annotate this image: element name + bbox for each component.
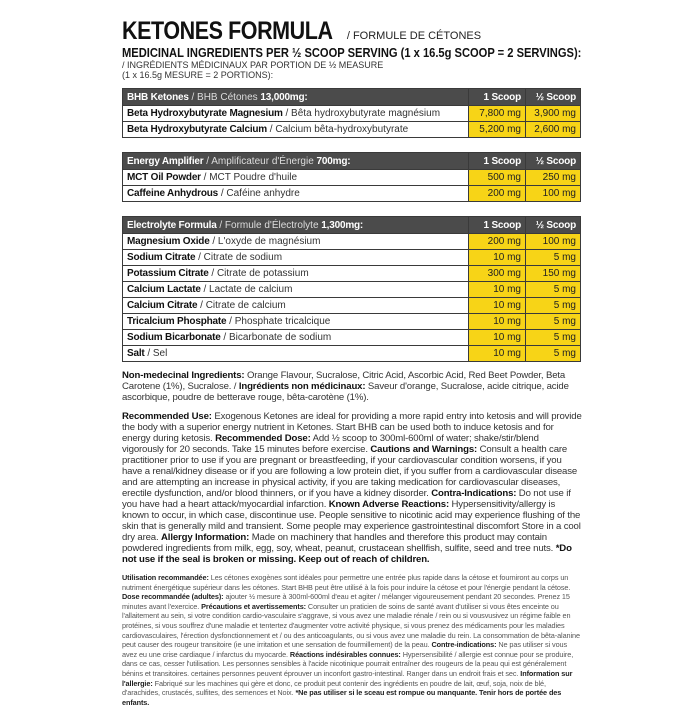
ingredient-name: Tricalcium Phosphate [127, 316, 227, 327]
table-row [123, 170, 581, 186]
ingredient-cell [123, 314, 469, 330]
table-row [123, 330, 581, 346]
table-row [123, 250, 581, 266]
amount-half-scoop: 5 mg [526, 314, 581, 330]
amount-1-scoop: 10 mg [469, 282, 526, 298]
ingredient-name: Beta Hydroxybutyrate Calcium [127, 124, 268, 135]
info-text: Consult a health care practitioner prior to use if you are pregnant or breastfeeding, if your cardiovascular condition worsens, if you have a renal/kidney disease or if you are following a low protein diet, if you suffer from a cardiovascular disease and are attempting an increase in physical activity, if you are taking medication for cardiovascular diseases, erectile dysfunction, and/or blood thinners, or if you have a kidney disorder. [122, 444, 578, 499]
table-header-cell [123, 89, 469, 106]
medicinal-heading-fr-2: (1 x 16.5g MESURE = 2 PORTIONS): [122, 70, 274, 80]
ingredient-name-fr: / Phosphate tricalcique [229, 316, 331, 327]
col-1-scoop: 1 Scoop [469, 153, 526, 170]
ingredient-table [122, 216, 581, 362]
amount-half-scoop: 100 mg [526, 186, 581, 202]
non-medicinal-text-fr: Saveur d'orange, Sucralose, acide citrique, acide ascorbique, poudre de betterave rouge, bêta-carotène (1%). [122, 381, 569, 403]
ingredient-table [122, 152, 581, 202]
info-label: Précautions et avertissements: [201, 601, 306, 611]
info-label: *Ne pas utiliser si le sceau est rompue ou manquante. Tenir hors de portée des enfants. [122, 688, 562, 707]
title-row [122, 18, 582, 44]
amount-1-scoop: 10 mg [469, 314, 526, 330]
info-text: ajouter ½ mesure à 300ml-600ml d'eau et agiter / mélanger vigoureusement pendant 20 secondes. Prenez 15 minutes avant l'exercice. [122, 592, 570, 611]
ingredient-name: Calcium Citrate [127, 300, 198, 311]
amount-half-scoop: 150 mg [526, 266, 581, 282]
amount-1-scoop: 10 mg [469, 298, 526, 314]
ingredient-tables [122, 88, 582, 362]
ingredient-name-fr: / Citrate de sodium [198, 252, 283, 263]
ingredient-name: Magnesium Oxide [127, 236, 210, 247]
ingredient-name: Salt [127, 348, 145, 359]
info-text: Consulter un praticien de soins de santé avant d'utiliser si vous êtes enceinte ou l'allaitement au sein, si votre condition cardio-vasculaire s'aggrave, si vous avez une maladie rénale / rein ou si vousvusivez un régime faible en protéines, si vous souffrez d'une maladie et tentertez d'augmenter votre activité physique, si vous prenez des médicaments pour les maladies cardiovasculaires, l'érection dysfonctionnement et / ou des anticoagulants, ou si vous avez une maladie du rein. La consommation de bêta-alanine peut causer des rougeur transitoire (ie une irritation et une sensation de fourmillement) de la peau. [122, 601, 580, 650]
amount-half-scoop: 250 mg [526, 170, 581, 186]
ingredient-cell [123, 186, 469, 202]
info-label: Recommended Use: [122, 411, 212, 422]
ingredient-cell [123, 330, 469, 346]
group-total: 700mg: [316, 155, 351, 167]
ingredient-cell [123, 106, 469, 122]
ingredient-cell [123, 346, 469, 362]
info-label: Known Adverse Reactions: [328, 499, 449, 510]
table-row [123, 346, 581, 362]
ingredient-name-fr: / Bicarbonate de sodium [223, 332, 332, 343]
ingredient-name: Beta Hydroxybutyrate Magnesium [127, 108, 283, 119]
info-text: Do not use if you have had a heart attack/myocardial infarction. [122, 488, 571, 510]
info-label: Information sur l'allergie: [122, 668, 573, 688]
info-text: Hypersensibilité / allergie est connue pour se produire, dans ce cas, cesser l'utilisation. Les personnes sensibles à l'acide nicotinique pourrait entraîner des rougeurs de la peau qui est généralement bénins et transitoires. certaines personnes peuvent éprouver un inconfort gastro-intestinal. Ranger dans un endroit frais et sec. [122, 649, 574, 678]
ingredient-name-fr: / L'oxyde de magnésium [212, 236, 321, 247]
amount-half-scoop: 5 mg [526, 250, 581, 266]
ingredient-name-fr: / Bêta hydroxybutyrate magnésium [285, 108, 441, 119]
info-label: Allergy Information: [161, 532, 250, 543]
group-name-fr: / BHB Cétones [191, 91, 258, 103]
amount-1-scoop: 300 mg [469, 266, 526, 282]
medicinal-heading: MEDICINAL INGREDIENTS PER ½ SCOOP SERVING (1 x 16.5g SCOOP = 2 SERVINGS): [122, 45, 582, 60]
amount-1-scoop: 200 mg [469, 234, 526, 250]
table-row [123, 282, 581, 298]
ingredient-name-fr: / Lactate de calcium [203, 284, 293, 295]
amount-1-scoop: 7,800 mg [469, 106, 526, 122]
info-text: Les cétones exogènes sont idéales pour permettre une entrée plus rapide dans la cétose et fourniront au corps un nutriment énergétique supérieur dans les cétones. Start BHB peut être utilisé à la fois pour induire la cétose et pour l'énergie pendant la cétose. [122, 573, 571, 592]
table-row [123, 186, 581, 202]
non-medicinal-ingredients [122, 370, 582, 403]
table-row [123, 122, 581, 138]
amount-half-scoop: 5 mg [526, 346, 581, 362]
amount-1-scoop: 10 mg [469, 330, 526, 346]
ingredient-name: Calcium Lactate [127, 284, 201, 295]
info-label: Contra-Indications: [431, 488, 517, 499]
amount-1-scoop: 200 mg [469, 186, 526, 202]
ingredient-cell [123, 234, 469, 250]
group-total: 1,300mg: [321, 219, 364, 231]
non-medicinal-text: Orange Flavour, Sucralose, Citric Acid, Ascorbic Acid, Red Beet Powder, Beta Carotene (1%), Sucralose. / [122, 370, 566, 392]
info-text: Ne pas utiliser si vous avez eu une crise cardiaque / infarctus du myocarde. [122, 640, 568, 659]
table-spacer [122, 138, 582, 144]
info-label: Cautions and Warnings: [370, 444, 478, 455]
amount-1-scoop: 500 mg [469, 170, 526, 186]
ingredient-name-fr: / Calcium bêta-hydroxybutyrate [269, 124, 409, 135]
table-header-row [123, 89, 581, 106]
group-name: Energy Amplifier [127, 155, 204, 167]
table-row [123, 298, 581, 314]
info-text: Fabriqué sur les machines qui gère et donc, ce produit peut contenir des ingrédients en poudre de lait, œuf, soja, noix de blé, d'arachides, crustacés, sulfites, des semences et Noix. [122, 678, 546, 698]
ingredient-cell [123, 250, 469, 266]
ingredient-name: MCT Oil Powder [127, 172, 201, 183]
supplement-label [122, 18, 582, 707]
ingredient-cell [123, 298, 469, 314]
info-text: Add ½ scoop to 300ml-600ml of water; shake/stir/blend vigorously for 20 seconds. Take 15 minutes before exercise. [122, 433, 539, 455]
amount-half-scoop: 5 mg [526, 282, 581, 298]
ingredient-name: Caffeine Anhydrous [127, 188, 219, 199]
info-text: Hypersensitivity/allergy is known to occur, in which case, discontinue use. People sensitive to nicotinic acid may experience flushing of the skin that is generally mild and transient. Some people may experience gastrointestinal discomfort Store in a cool dry area. [122, 499, 581, 543]
amount-half-scoop: 5 mg [526, 298, 581, 314]
amount-half-scoop: 3,900 mg [526, 106, 581, 122]
ingredient-table [122, 88, 581, 138]
info-label: Recommended Dose: [215, 433, 311, 444]
info-label: Contre-indications: [431, 640, 497, 650]
ingredient-name-fr: / Sel [147, 348, 168, 359]
ingredient-name: Potassium Citrate [127, 268, 209, 279]
col-half-scoop: ½ Scoop [526, 153, 581, 170]
table-row [123, 266, 581, 282]
col-half-scoop: ½ Scoop [526, 89, 581, 106]
french-usage-info [122, 573, 582, 707]
product-title: KETONES FORMULA [122, 17, 333, 45]
info-text: Made on machinery that handles and therefore this product may contain powdered ingredients from milk, egg, soy, wheat, peanut, crustacean shellfish, sulfite, seed and tree nuts. [122, 532, 556, 554]
info-label: *Do not use if the seal is broken or missing. Keep out of reach of children. [122, 543, 572, 565]
non-medicinal-label: Non-medecinal Ingredients: [122, 370, 245, 381]
ingredient-cell [123, 282, 469, 298]
group-name-fr: / Amplificateur d'Énergie [206, 155, 314, 167]
amount-1-scoop: 10 mg [469, 346, 526, 362]
amount-half-scoop: 100 mg [526, 234, 581, 250]
table-header-row [123, 153, 581, 170]
info-text: Exogenous Ketones are ideal for providing a more rapid entry into ketosis and will provide the body with a superior energy nutrient in Ketones. Start BHB can be used both to induce ketosis and for energy during ketosis. [122, 411, 582, 444]
non-medicinal-label-fr: Ingrédients non médicinaux: [238, 381, 366, 392]
ingredient-name-fr: / Caféine anhydre [220, 188, 300, 199]
table-row [123, 106, 581, 122]
ingredient-cell [123, 170, 469, 186]
ingredient-cell [123, 122, 469, 138]
ingredient-name-fr: / Citrate de potassium [211, 268, 309, 279]
amount-half-scoop: 5 mg [526, 330, 581, 346]
info-label: Utilisation recommandée: [122, 573, 209, 582]
group-name: Electrolyte Formula [127, 219, 217, 231]
amount-1-scoop: 10 mg [469, 250, 526, 266]
table-spacer [122, 202, 582, 208]
medicinal-heading-fr-1: / INGRÉDIENTS MÉDICINAUX PAR PORTION DE ½ MEASURE [122, 60, 384, 70]
ingredient-name-fr: / Citrate de calcium [200, 300, 286, 311]
col-1-scoop: 1 Scoop [469, 89, 526, 106]
amount-half-scoop: 2,600 mg [526, 122, 581, 138]
group-name-fr: / Formule d'Électrolyte [219, 219, 319, 231]
col-half-scoop: ½ Scoop [526, 217, 581, 234]
table-row [123, 234, 581, 250]
amount-1-scoop: 5,200 mg [469, 122, 526, 138]
col-1-scoop: 1 Scoop [469, 217, 526, 234]
group-name: BHB Ketones [127, 91, 189, 103]
info-label: Réactions indésirables connues: [289, 649, 401, 659]
ingredient-cell [123, 266, 469, 282]
ingredient-name: Sodium Citrate [127, 252, 196, 263]
table-header-row [123, 217, 581, 234]
table-row [123, 314, 581, 330]
group-total: 13,000mg: [260, 91, 308, 103]
table-header-cell [123, 153, 469, 170]
ingredient-name-fr: / MCT Poudre d'huile [203, 172, 298, 183]
product-title-fr: / FORMULE DE CÉTONES [346, 30, 482, 42]
table-header-cell [123, 217, 469, 234]
english-usage-info [122, 411, 582, 565]
ingredient-name: Sodium Bicarbonate [127, 332, 221, 343]
info-label: Dose recommandée (adultes): [122, 592, 224, 602]
